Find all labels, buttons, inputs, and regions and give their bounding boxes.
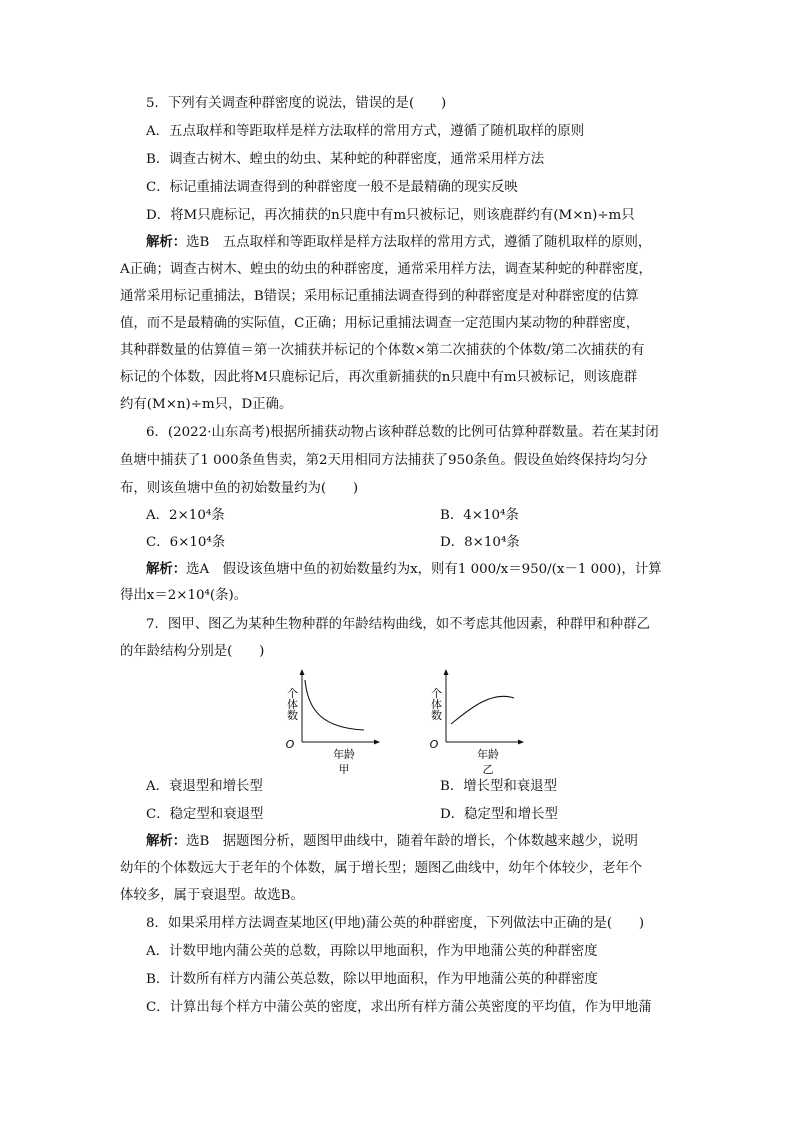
graph-caption: 乙	[482, 763, 494, 776]
q6-analysis-first-line	[146, 560, 675, 579]
q5-option-c: C．标记重捕法调查得到的种群密度一般不是最精确的现实反映	[146, 180, 518, 195]
q6-stem-line: 6．(2022·山东高考)根据所捕获动物占该种群总数的比例可估算种群数量。若在某封闭	[146, 425, 659, 440]
q7-analysis-first-line	[146, 832, 675, 851]
q8-option-a: A．计数甲地内蒲公英的总数，再除以甲地面积，作为甲地蒲公英的种群密度	[146, 944, 598, 959]
q5-option-a: A．五点取样和等距取样是样方法取样的常用方式，遵循了随机取样的原则	[146, 124, 585, 139]
q5-analysis-line: 值，而不是最精确的实际值，C正确；用标记重捕法调查一定范围内某动物的种群密度，	[120, 316, 640, 331]
q7-analysis-label: 解析：	[146, 833, 187, 849]
y-axis-arrow	[444, 669, 449, 675]
q8-option-b: B．计数所有样方内蒲公英总数，除以甲地面积，作为甲地蒲公英的种群密度	[146, 972, 598, 987]
graph-caption: 甲	[338, 763, 350, 776]
q5-analysis-line: A正确；调查古树木、蝗虫的幼虫的种群密度，通常采用样方法，调查某种蛇的种群密度，	[120, 262, 652, 277]
q7-option-d: D．稳定型和增长型	[440, 807, 558, 822]
q6-option-d: D．8×10⁴条	[440, 535, 520, 550]
q5-analysis-label: 解析：	[146, 234, 187, 250]
age-structure-graph-yi	[420, 668, 530, 776]
q5-analysis-line: 标记的个体数，因此将M只鹿标记后，再次重新捕获的n只鹿中有m只被标记，则该鹿群	[120, 370, 638, 385]
q5-analysis-first-line	[146, 233, 675, 252]
x-axis-label: 年龄	[333, 748, 355, 761]
decreasing-curve	[305, 680, 364, 730]
q6-option-a: A．2×10⁴条	[146, 508, 225, 523]
age-structure-graph-jia	[276, 668, 386, 776]
q6-stem-line: 鱼塘中捕获了1 000条鱼售卖，第2天用相同方法捕获了950条鱼。假设鱼始终保持均匀分	[120, 453, 648, 468]
q6-option-b: B．4×10⁴条	[440, 508, 519, 523]
q5-option-b: B．调查古树木、蝗虫的幼虫、某种蛇的种群密度，通常采用样方法	[146, 152, 545, 167]
q6-stem-line: 布，则该鱼塘中鱼的初始数量约为( )	[120, 481, 359, 496]
q7-stem-line: 的年龄结构分别是( )	[120, 644, 265, 659]
y-axis-label: 个体数	[429, 687, 443, 721]
q5-option-d: D．将M只鹿标记，再次捕获的n只鹿中有m只被标记，则该鹿群约有(M×n)÷m只	[146, 208, 635, 223]
x-axis-arrow	[518, 740, 524, 745]
q7-analysis-text: 选B 据题图分析，题图甲曲线中，随着年龄的增长，个体数越来越少，说明	[186, 834, 638, 849]
q5-stem: 5．下列有关调查种群密度的说法，错误的是( )	[146, 96, 447, 111]
x-axis-arrow	[374, 740, 380, 745]
y-axis-label: 个体数	[285, 687, 299, 721]
q7-analysis-line: 体较多，属于衰退型。故选B。	[120, 888, 304, 903]
q6-analysis-line: 得出x＝2×10⁴(条)。	[120, 588, 248, 603]
q6-option-c: C．6×10⁴条	[146, 535, 226, 550]
q5-analysis-line: 其种群数量的估算值＝第一次捕获并标记的个体数×第二次捕获的个体数/第二次捕获的有	[120, 343, 645, 358]
y-axis-arrow	[300, 669, 305, 675]
q8-option-c: C．计算出每个样方中蒲公英的密度，求出所有样方蒲公英密度的平均值，作为甲地蒲	[146, 1000, 652, 1015]
q5-analysis-line: 约有(M×n)÷m只，D正确。	[120, 397, 293, 412]
x-axis-label: 年龄	[477, 748, 499, 761]
q7-option-c: C．稳定型和衰退型	[146, 807, 264, 822]
q7-analysis-line: 幼年的个体数远大于老年的个体数，属于增长型；题图乙曲线中，幼年个体较少，老年个	[120, 861, 643, 876]
q6-analysis-label: 解析：	[146, 561, 187, 577]
q5-analysis-text: 选B 五点取样和等距取样是样方法取样的常用方式，遵循了随机取样的原则，	[186, 235, 652, 250]
origin-label: O	[285, 738, 295, 751]
q7-stem-line: 7．图甲、图乙为某种生物种群的年龄结构曲线，如不考虑其他因素，种群甲和种群乙	[146, 617, 650, 632]
q6-analysis-text: 选A 假设该鱼塘中鱼的初始数量约为x，则有1 000/x＝950/(x－1 000)，计算	[186, 562, 662, 577]
q5-analysis-line: 通常采用标记重捕法，B错误；采用标记重捕法调查得到的种群密度是对种群密度的估算	[120, 289, 639, 304]
q7-option-b: B．增长型和衰退型	[440, 779, 557, 794]
q8-stem: 8．如果采用样方法调查某地区(甲地)蒲公英的种群密度，下列做法中正确的是( )	[146, 916, 645, 931]
q7-option-a: A．衰退型和增长型	[146, 779, 263, 794]
origin-label: O	[429, 738, 439, 751]
increasing-curve	[451, 696, 514, 724]
